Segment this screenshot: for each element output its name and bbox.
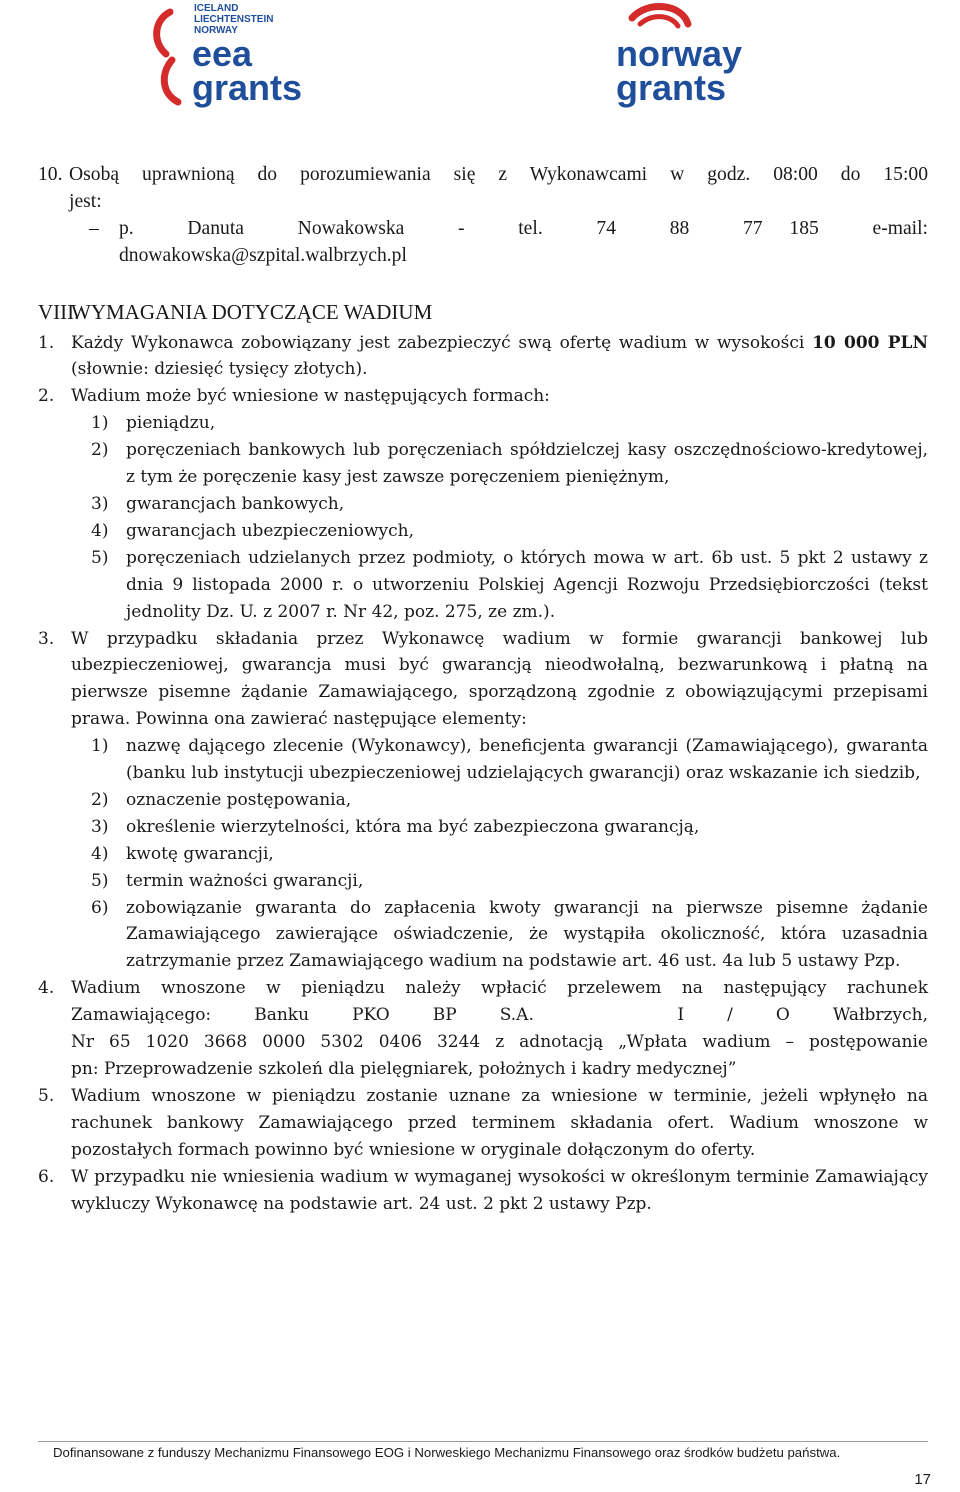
list-item	[38, 975, 928, 1083]
country-iceland: ICELAND	[194, 3, 239, 14]
item-4-line-1: Wadium wnoszone w pieniądzu należy wpłacić przelewem na następujący rachunek	[71, 978, 928, 999]
sub-item	[91, 787, 928, 814]
sub-text: określenie wierzytelności, która ma być zabezpieczona gwarancją,	[126, 816, 700, 837]
sub-text: termin ważności gwarancji,	[126, 870, 364, 891]
sub-number: 2)	[91, 440, 109, 461]
sub-text: zobowiązanie gwaranta do zapłacenia kwoty gwarancji na pierwsze pisemne żądanie Zamawiającego zawierające oświadczenie, że wystąpiła okoliczność, która uzasadnia zatrzymanie przez Zamawiającego wadium na podstawie art. 46 ust. 4a lub 5 ustawy Pzp.	[126, 897, 928, 972]
sub-number: 2)	[91, 789, 109, 810]
sub-text: nazwę dającego zlecenie (Wykonawcy), beneficjenta gwarancji (Zamawiającego), gwaranta (banku lub instytucji ubezpieczeniowej udzielających gwarancji) oraz wskazanie ich siedzib,	[126, 736, 928, 784]
sub-text: poręczeniach bankowych lub poręczeniach spółdzielczej kasy oszczędnościowo-kredytowej, z tym że poręczenie kasy jest zawsze poręczeniem pieniężnym,	[126, 440, 928, 488]
page-number: 17	[914, 1471, 931, 1488]
item-text: Wadium może być wniesione w następujących formach:	[71, 386, 550, 407]
grants-wordmark: grants	[192, 67, 303, 108]
item-text-cont: (słownie: dziesięć tysięcy złotych).	[71, 359, 368, 380]
item-text: Wadium wnoszone w pieniądzu zostanie uznane za wniesione w terminie, jeżeli wpłynęło na rachunek bankowy Zamawiającego przed terminem składania ofert. Wadium wnoszone w pozostałych formach powinno być wniesione w oryginale dołączonym do oferty.	[71, 1085, 928, 1160]
section-title: WYMAGANIA DOTYCZĄCE WADIUM	[71, 299, 433, 324]
sub-number: 5)	[91, 870, 109, 891]
sub-list	[91, 410, 928, 625]
footer-divider	[38, 1441, 928, 1442]
norway-wordmark: norway	[616, 33, 743, 74]
sub-number: 3)	[91, 816, 109, 837]
sub-text: pieniądzu,	[126, 413, 216, 434]
sub-item	[91, 868, 928, 895]
item-text: W przypadku składania przez Wykonawcę wadium w formie gwarancji bankowej lub ubezpieczeniowej, gwarancja musi być gwarancją nieodwołalną, bezwarunkową i płatną na pierwsze pisemne żądanie Zamawiającego, sporządzoną zgodnie z obowiązującymi przepisami prawa. Powinna ona zawierać następujące elementy:	[71, 628, 928, 730]
contact-email[interactable]: dnowakowska@szpital.walbrzych.pl	[119, 244, 407, 266]
list-item	[38, 626, 928, 734]
wadium-amount: 10 000 PLN	[812, 332, 929, 353]
item-text: W przypadku nie wniesienia wadium w wymaganej wysokości w określonym terminie Zamawiający wykluczy Wykonawcę na podstawie art. 24 ust. 2 pkt 2 ustawy Pzp.	[71, 1166, 928, 1214]
list-item	[38, 1164, 928, 1218]
sub-number: 4)	[91, 520, 109, 541]
list-item	[38, 330, 928, 384]
sub-number: 3)	[91, 493, 109, 514]
norway-grants-logo	[608, 0, 798, 110]
sub-item	[91, 437, 928, 491]
section-number: VIII.	[38, 299, 80, 324]
item-4-line-4: pn: Przeprowadzenie szkoleń dla pielęgniarek, położnych i kadry medycznej”	[71, 1059, 737, 1079]
item-number: 5.	[38, 1085, 55, 1106]
sub-item	[91, 841, 928, 868]
item-number: 3.	[38, 628, 55, 649]
sub-text: gwarancjach ubezpieczeniowych,	[126, 520, 414, 541]
item-number: 4.	[38, 978, 55, 999]
sub-text: poręczeniach udzielanych przez podmioty, o których mowa w art. 6b ust. 5 pkt 2 ustawy z dnia 9 listopada 2000 r. o utworzeniu Polskiej Agencji Rozwoju Przedsiębiorczości (tekst jednolity Dz. U. z 2007 r. Nr 42, poz. 275, ze zm.).	[126, 547, 928, 622]
sub-item	[91, 733, 928, 787]
sub-list	[91, 733, 928, 975]
document-body	[38, 162, 928, 1217]
dash-bullet: –	[89, 217, 99, 239]
country-liechtenstein: LIECHTENSTEIN	[194, 14, 274, 25]
item-text: Każdy Wykonawca zobowiązany jest zabezpieczyć swą ofertę wadium w wysokości	[71, 332, 805, 353]
sub-item	[91, 518, 928, 545]
item-10-line-1: Osobą uprawnioną do porozumiewania się z Wykonawcami w godz. 08:00 do 15:00	[69, 164, 928, 185]
item-10-line-2: jest:	[69, 190, 102, 212]
eea-grants-logo	[148, 0, 318, 110]
contact-entry	[38, 216, 928, 270]
sub-number: 6)	[91, 897, 109, 918]
sub-item	[91, 410, 928, 437]
item-10	[38, 162, 928, 216]
eea-wordmark: eea	[192, 33, 253, 74]
item-number: 6.	[38, 1166, 55, 1187]
list-item	[38, 383, 928, 410]
grants-wordmark: grants	[616, 67, 727, 108]
sub-number: 1)	[91, 413, 109, 434]
sub-text: kwotę gwarancji,	[126, 843, 274, 864]
item-number: 1.	[38, 332, 55, 353]
item-4-line-2: Zamawiającego: Banku PKO BP S.A. I / O Wałbrzych,	[71, 1005, 928, 1026]
sub-text: oznaczenie postępowania,	[126, 789, 352, 810]
item-number: 10.	[38, 164, 63, 185]
country-norway: NORWAY	[194, 25, 238, 36]
sub-number: 4)	[91, 843, 109, 864]
sub-text: gwarancjach bankowych,	[126, 493, 345, 514]
sub-item	[91, 895, 928, 976]
contact-line-1: p. Danuta Nowakowska - tel. 74 88 77 185 e-mail:	[119, 217, 928, 239]
item-number: 2.	[38, 386, 55, 407]
footer-text: Dofinansowane z funduszy Mechanizmu Finansowego EOG i Norweskiego Mechanizmu Finansowego oraz środków budżetu państwa.	[53, 1445, 841, 1460]
sub-item	[91, 545, 928, 626]
section-heading	[38, 299, 928, 326]
sub-number: 1)	[91, 736, 109, 757]
list-item	[38, 1083, 928, 1164]
item-4-line-3: Nr 65 1020 3668 0000 5302 0406 3244 z adnotacją „Wpłata wadium – postępowanie	[71, 1032, 928, 1053]
sub-item	[91, 814, 928, 841]
sub-number: 5)	[91, 547, 109, 568]
sub-item	[91, 491, 928, 518]
